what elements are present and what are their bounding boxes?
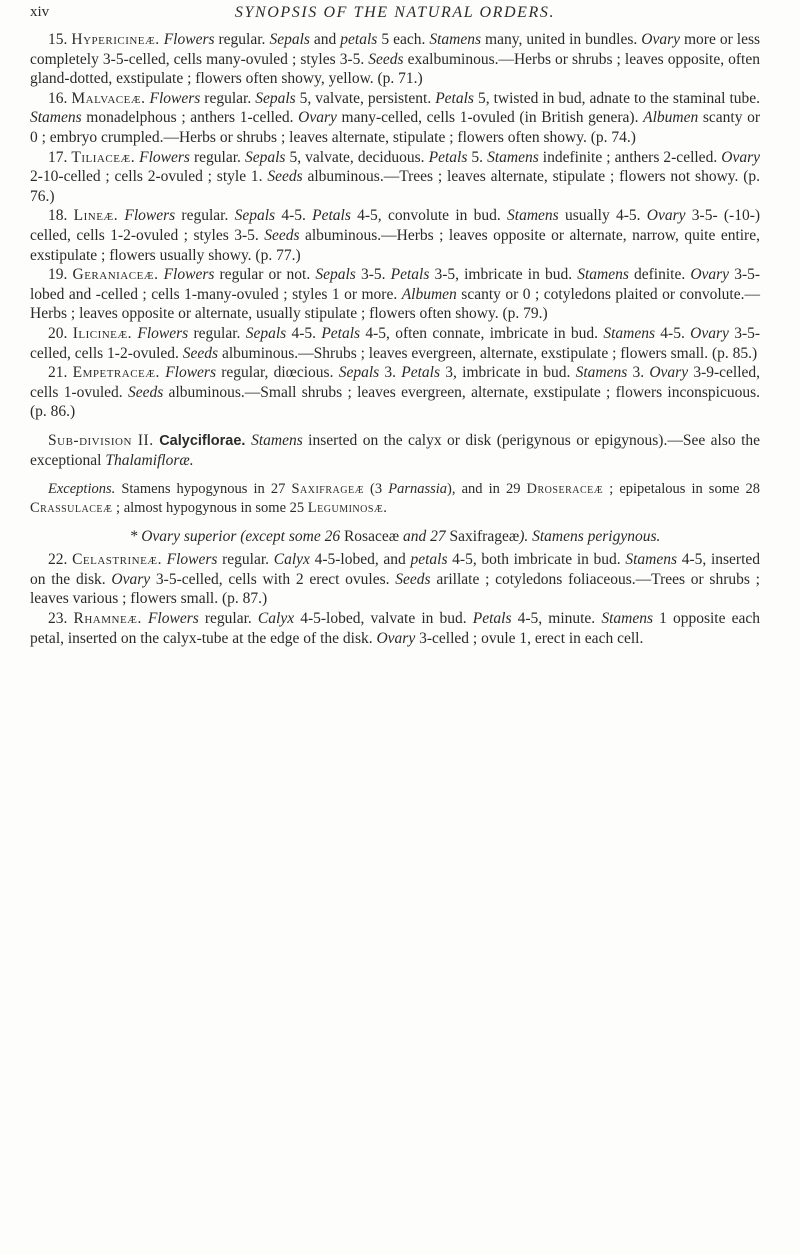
running-title: SYNOPSIS OF THE NATURAL ORDERS.: [234, 4, 556, 21]
text-run: 3-5-celled, cells with 2 erect ovules.: [150, 570, 396, 588]
text-run: 3-5-celled, cells 1-2-ovuled.: [30, 324, 761, 362]
order-name: Saxifrageæ: [291, 481, 364, 498]
italic-term: Stamens: [603, 324, 655, 342]
order-name: Droseraceæ: [526, 481, 604, 498]
subdivision-name: Calyciflorae.: [153, 432, 252, 449]
text-run: regular.: [198, 610, 258, 628]
text-run: 3-5.: [355, 266, 391, 284]
order-number: 17.: [48, 148, 68, 166]
order-name: Malvaceæ.: [71, 89, 146, 107]
italic-term: Ovary: [298, 109, 337, 127]
text-run: many-celled, cells 1-ovuled (in British genera).: [336, 109, 644, 127]
text-run: regular or not.: [214, 266, 316, 284]
text-run: 3, imbricate in bud.: [440, 364, 576, 382]
italic-term: Seeds: [368, 50, 404, 68]
italic-term: Calyx: [257, 610, 295, 628]
text-run: 3.: [627, 364, 650, 382]
text-run: (3: [363, 481, 389, 498]
order-entry: [30, 324, 760, 363]
order-name: Celastrineæ.: [72, 551, 162, 569]
italic-term: Seeds: [182, 344, 219, 362]
text-run: indefinite ; anthers 2-celled.: [538, 148, 722, 166]
text-run: 5, twisted in bud, adnate to the staminal tube.: [473, 89, 760, 107]
text-run: 5 each.: [377, 31, 430, 48]
order-name: Hypericineæ.: [71, 31, 160, 48]
order-number: 22.: [48, 551, 68, 569]
italic-term: Sepals: [234, 207, 276, 225]
text-run: regular.: [217, 551, 274, 569]
text-run: 4-5, convolute in bud.: [350, 207, 508, 225]
text-run: definite.: [628, 266, 691, 284]
italic-term: Petals: [472, 610, 512, 628]
italic-term: Albumen: [401, 285, 457, 303]
italic-term: Stamens: [487, 148, 539, 166]
italic-term: and 27: [399, 527, 450, 545]
italic-term: Seeds: [264, 226, 300, 244]
italic-term: Flowers: [163, 31, 215, 48]
page-body: [30, 30, 760, 648]
italic-term: Ovary: [641, 31, 680, 48]
italic-term: Petals: [435, 89, 474, 107]
order-name: Leguminosæ.: [307, 499, 388, 516]
italic-term: petals: [340, 31, 378, 48]
italic-term: Petals: [390, 266, 430, 284]
italic-term: Calyx: [273, 551, 310, 569]
subdivision-lead: Sub-division II.: [48, 431, 154, 449]
text-run: 4-5.: [286, 324, 322, 342]
italic-term: Petals: [312, 207, 351, 225]
italic-term: Stamens: [507, 207, 559, 225]
order-number: 23.: [48, 610, 68, 628]
page-header: [30, 3, 760, 29]
page-number: xiv: [30, 4, 50, 20]
text-run: 3-5- (-10-) celled, cells 1-2-ovuled ; styles 3-5.: [30, 207, 761, 244]
italic-term: Seeds: [127, 383, 164, 401]
order-entry: [30, 30, 760, 89]
text-run: 4-5, both imbricate in bud.: [447, 551, 626, 569]
italic-term: * Ovary superior (except some 26: [129, 527, 344, 545]
order-number: 15.: [48, 31, 68, 48]
text-run: 5, valvate, deciduous.: [285, 148, 429, 166]
italic-term: Stamens: [577, 266, 629, 284]
italic-term: Thalamifloræ.: [105, 452, 194, 470]
text-run: 2-10-celled ; cells 2-ovuled ; style 1.: [30, 168, 268, 186]
text-run: 4-5, minute.: [511, 610, 602, 628]
text-run: regular.: [188, 324, 246, 342]
italic-term: Stamens: [251, 431, 303, 449]
text-run: 4-5-lobed, and: [309, 551, 411, 569]
italic-term: Flowers: [139, 148, 190, 166]
text-run: Rosaceæ: [343, 527, 400, 545]
text-run: albuminous.—Trees ; leaves alternate, stipulate ; flowers not showy. (p. 76.): [30, 168, 761, 205]
subdivision-heading: [30, 431, 760, 471]
italic-term: Sepals: [269, 31, 310, 48]
italic-term: Ovary: [646, 207, 686, 225]
order-name: Rhamneæ.: [73, 610, 142, 628]
italic-term: petals: [410, 551, 448, 569]
italic-term: Sepals: [255, 89, 296, 107]
italic-term: Flowers: [124, 207, 176, 225]
italic-term: Ovary: [111, 570, 151, 588]
italic-term: Petals: [428, 148, 468, 166]
italic-term: Stamens: [601, 610, 653, 628]
order-number: 21.: [48, 364, 68, 382]
italic-term: Flowers: [147, 610, 199, 628]
text-run: 5.: [467, 148, 488, 166]
italic-term: Albumen: [643, 109, 699, 127]
italic-term: Stamens: [575, 364, 628, 382]
exceptions-note: [30, 480, 760, 518]
italic-term: Sepals: [315, 266, 356, 284]
italic-term: Seeds: [267, 168, 303, 186]
order-name: Geraniaceæ.: [72, 266, 159, 284]
order-name: Crassulaceæ: [30, 499, 113, 516]
text-run: 3-9-celled, cells 1-ovuled.: [30, 364, 761, 401]
order-name: Ilicineæ.: [72, 324, 133, 342]
text-run: exalbuminous.—Herbs or shrubs ; leaves opposite, often gland-dotted, exstipulate ; flowers often showy, yellow. (p. 71.): [30, 50, 760, 88]
order-entry: [30, 89, 760, 148]
text-run: 4-5.: [275, 207, 313, 225]
order-number: 16.: [48, 89, 68, 107]
text-run: scanty or 0 ; cotyledons plaited or convolute.—Herbs ; leaves opposite or alternate, usually stipulate ; flowers often showy. (p. 79.): [30, 285, 760, 323]
text-run: albuminous.—Shrubs ; leaves evergreen, alternate, exstipulate ; flowers small. (p. 85.): [218, 344, 758, 362]
order-entry: [30, 265, 760, 324]
italic-term: Seeds: [395, 570, 431, 588]
text-run: monadelphous ; anthers 1-celled.: [81, 109, 299, 127]
order-entry: [30, 363, 760, 422]
text-run: scanty or 0 ; embryo crumpled.—Herbs or shrubs ; leaves alternate, stipulate ; flowers often showy. (p. 74.): [30, 109, 761, 146]
order-entry: [30, 609, 760, 648]
order-name: Tiliaceæ.: [71, 148, 136, 166]
italic-term: Flowers: [163, 266, 215, 284]
italic-term: Stamens: [625, 551, 678, 569]
order-name: Empetraceæ.: [72, 364, 160, 382]
text-run: albuminous.—Herbs ; leaves opposite or alternate, narrow, quite entire, exstipulate ; flowers usually showy. (p. 77.): [30, 226, 760, 264]
order-name: Lineæ.: [73, 207, 119, 225]
italic-term: Ovary: [690, 266, 730, 284]
text-run: ), and in 29: [447, 481, 527, 498]
text-run: inserted on the calyx or disk (perigynous or epigynous).—See also the exceptional: [30, 431, 761, 470]
text-run: regular.: [214, 31, 270, 48]
order-number: 18.: [48, 207, 68, 225]
text-run: 3.: [379, 364, 402, 382]
italic-term: Flowers: [166, 551, 218, 569]
italic-term: Ovary: [649, 364, 689, 382]
text-run: regular, diœcious.: [216, 364, 339, 382]
text-run: arillate ; cotyledons foliaceous.—Trees or shrubs ; leaves various ; flowers small. (p. 87.): [30, 570, 760, 608]
italic-term: Sepals: [338, 364, 380, 382]
text-run: regular.: [200, 89, 256, 107]
text-run: 1 opposite each petal, inserted on the calyx-tube at the edge of the disk.: [30, 610, 761, 647]
ovary-note: [30, 527, 760, 547]
italic-term: Petals: [401, 364, 441, 382]
text-run: Stamens hypogynous in 27: [115, 481, 292, 498]
italic-term: Sepals: [244, 148, 286, 166]
italic-term: Exceptions.: [48, 481, 116, 498]
order-entry: [30, 148, 760, 207]
text-run: ; epipetalous in some 28: [603, 481, 760, 498]
text-run: 4-5.: [655, 324, 691, 342]
text-run: usually 4-5.: [558, 207, 647, 225]
italic-term: Flowers: [137, 324, 189, 342]
text-run: Saxifrageæ: [449, 527, 520, 545]
text-run: regular.: [189, 148, 245, 166]
text-run: ; almost hypogynous in some 25: [112, 499, 308, 516]
text-run: many, united in bundles.: [481, 31, 642, 48]
italic-term: Sepals: [245, 324, 287, 342]
italic-term: Stamens: [429, 31, 482, 48]
italic-term: Parnassia: [388, 481, 448, 498]
text-run: 5, valvate, persistent.: [295, 89, 436, 107]
text-run: 3-celled ; ovule 1, erect in each cell.: [415, 629, 644, 647]
text-run: 3-5-lobed and -celled ; cells 1-many-ovuled ; styles 1 or more.: [30, 266, 761, 303]
italic-term: Flowers: [149, 89, 201, 107]
text-run: more or less completely 3-5-celled, cells many-ovuled ; styles 3-5.: [30, 31, 761, 68]
text-run: 4-5-lobed, valvate in bud.: [294, 610, 473, 628]
italic-term: ). Stamens perigynous.: [519, 527, 661, 545]
italic-term: Petals: [321, 324, 361, 342]
order-entry: [30, 206, 760, 265]
italic-term: Stamens: [30, 109, 82, 127]
italic-term: Ovary: [690, 324, 729, 342]
italic-term: Flowers: [165, 364, 216, 382]
text-run: albuminous.—Small shrubs ; leaves evergreen, alternate, exstipulate ; flowers inconspicuous. (p. 86.): [30, 383, 760, 421]
text-run: regular.: [175, 207, 235, 225]
text-run: 3-5, imbricate in bud.: [429, 266, 578, 284]
text-run: 4-5, often connate, imbricate in bud.: [360, 324, 604, 342]
italic-term: Ovary: [376, 629, 416, 647]
text-run: and: [309, 31, 341, 48]
order-entry: [30, 550, 760, 609]
text-run: 4-5, inserted on the disk.: [30, 551, 761, 588]
italic-term: Ovary: [721, 148, 760, 166]
order-number: 19.: [48, 266, 68, 284]
order-number: 20.: [48, 324, 68, 342]
